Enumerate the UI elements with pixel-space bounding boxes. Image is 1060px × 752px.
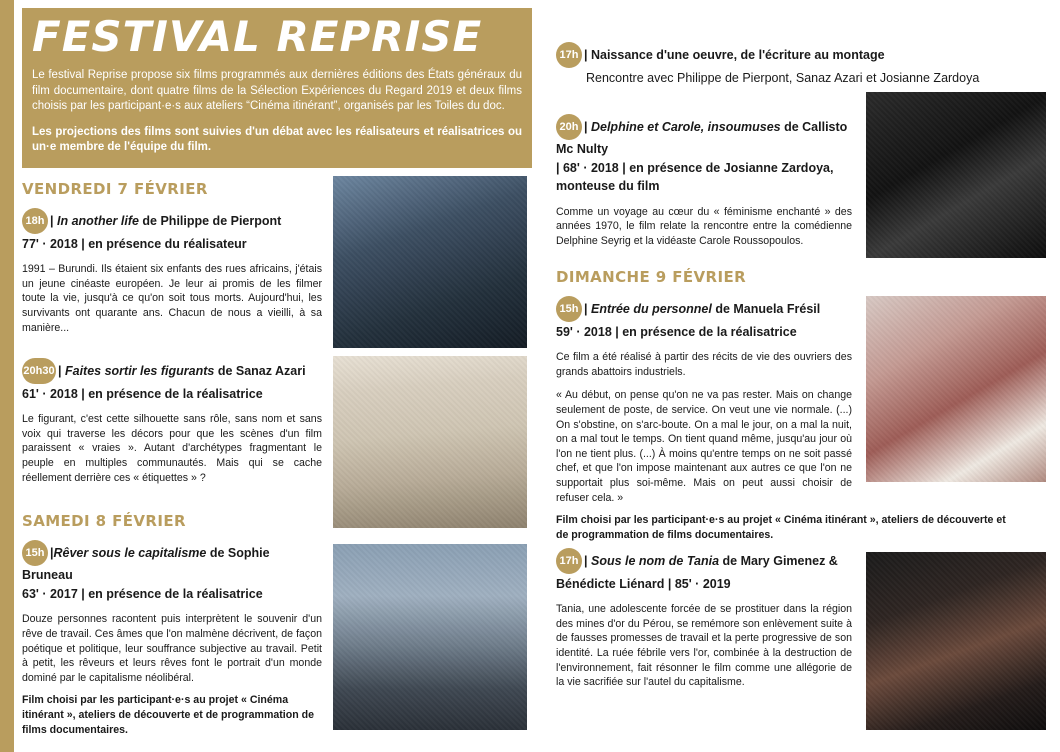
film-synopsis: Tania, une adolescente forcée de se prostituer dans la région des mines d'or du Pérou, se remémore son enlèvement suite à de fausses promesses de travail et la perte progressive de son identité. La ruée fébrile vers l'or, combinée à la destruction de l'environnement, fait résonner le film comme une allégorie de la vie sacrifiée sur l'autel du capitalisme.	[556, 603, 852, 689]
day-section-saturday	[22, 512, 322, 743]
film-meta: | 68' · 2018 | en présence de Josianne Zardoya, monteuse du film	[556, 161, 834, 194]
photo-sous-le-nom-de-tania	[866, 552, 1046, 730]
photo-in-another-life	[333, 176, 527, 348]
day-heading-sunday: DIMANCHE 9 FÉVRIER	[556, 268, 747, 286]
film-title-line: | Sous le nom de Tania de Mary Gimenez &	[584, 553, 838, 568]
film-meta: 61' · 2018 | en présence de la réalisatrice	[22, 387, 263, 401]
film-synopsis: Douze personnes racontent puis interprètent le souvenir d'un rêve de travail. Ces âmes que l'on malmène décrivent, de façon poétique et politique, leur souffrance subjective au travail. Petit à petit, les rêveurs et leurs rêves font le portrait d'un monde dominé par le capitalisme néolibéral.	[22, 613, 322, 684]
time-badge: 17h	[556, 42, 582, 68]
left-accent-bar	[0, 0, 14, 752]
film-entry-naissance-oeuvre	[556, 42, 996, 87]
day-section-friday	[22, 180, 322, 341]
film-title-line: | In another life de Philippe de Pierpont	[50, 213, 282, 228]
film-entry-rever-sous-le-capitalisme	[22, 540, 322, 737]
film-meta: 63' · 2017 | en présence de la réalisatrice	[22, 587, 263, 602]
page-title: FESTIVAL REPRISE	[32, 12, 483, 61]
film-entry-entree-du-personnel	[556, 296, 852, 505]
film-title-line: | Naissance d'une oeuvre, de l'écriture au montage	[584, 47, 885, 62]
film-meta: 59' · 2018 | en présence de la réalisatrice	[556, 325, 797, 339]
film-synopsis: Ce film a été réalisé à partir des récits de vie des ouvriers des grands abattoirs industriels.	[556, 351, 852, 378]
film-meta: 77' · 2018 | en présence du réalisateur	[22, 237, 247, 251]
day-section-sunday	[556, 268, 852, 511]
film-entry-in-another-life	[22, 208, 322, 335]
film-title-line: |Rêver sous le capitalisme de Sophie Bruneau	[22, 545, 270, 582]
film-entry-sous-le-nom-de-tania	[556, 548, 852, 690]
photo-entree-du-personnel	[866, 296, 1046, 482]
photo-rever-sous-le-capitalisme	[333, 544, 527, 730]
film-synopsis: Comme un voyage au cœur du « féminisme enchanté » des années 1970, le film relate la rencontre entre la comédienne Delphine Seyrig et la vidéaste Carole Roussopoulos.	[556, 205, 852, 247]
intro-paragraph-bold: Les projections des films sont suivies d'un débat avec les réalisateurs et réalisatrices ou un·e membre de l'équipe du film.	[32, 125, 522, 154]
time-badge: 15h	[22, 540, 48, 566]
day-heading-friday: VENDREDI 7 FÉVRIER	[22, 180, 208, 198]
film-entry-faites-sortir	[22, 358, 322, 485]
header-block	[22, 8, 532, 168]
time-badge: 17h	[556, 548, 582, 574]
day-heading-saturday: SAMEDI 8 FÉVRIER	[22, 512, 186, 530]
film-note: Film choisi par les participant·e·s au projet « Cinéma itinérant », ateliers de découverte et de programmation de films documentaires.	[22, 694, 315, 736]
intro-paragraph: Le festival Reprise propose six films programmés aux dernières éditions des États généraux du film documentaire, dont quatre films de la Sélection Expériences du Regard 2019 et deux films choisis par les participant·e·s aux ateliers “Cinéma itinérant”, organisés par les Toiles du doc.	[32, 69, 522, 113]
time-badge: 18h	[22, 208, 48, 234]
film-title-line: | Entrée du personnel de Manuela Frésil	[584, 301, 821, 316]
film-meta: Rencontre avec Philippe de Pierpont, Sanaz Azari et Josianne Zardoya	[586, 71, 980, 85]
film-meta: Bénédicte Liénard | 85' · 2019	[556, 577, 731, 591]
film-synopsis: Le figurant, c'est cette silhouette sans rôle, sans nom et sans voix qui traverse les décors pour que les scènes d'un film paraissent « vraies ». Autant d'archétypes fragmentant le peuple en multiples communautés. Mais qui se cache réellement derrière ces « étiquettes » ?	[22, 413, 322, 484]
film-entry-delphine-et-carole	[556, 114, 852, 248]
time-badge: 20h30	[22, 358, 56, 384]
film-note: Film choisi par les participant·e·s au projet « Cinéma itinérant », ateliers de découverte et de programmation de films documentaires.	[556, 514, 1006, 541]
time-badge: 20h	[556, 114, 582, 140]
film-title-line: | Delphine et Carole, insoumuses de Callisto Mc Nulty	[556, 119, 848, 156]
film-title-line: | Faites sortir les figurants de Sanaz Azari	[58, 363, 306, 378]
film-synopsis-quote: « Au début, on pense qu'on ne va pas rester. Mais on change seulement de poste, de service. On veut une vie normale. (...) On s'obstine, on s'arc-boute. On a mal le jour, on a mal la nuit, on a mal tout le temps. On tient quand même, jusqu'au jour où l'on ne tient plus. (...) À moins qu'entre temps on ne soit passé chef, et que l'on impose maintenant aux autres ce que l'on ne supportait plus soi-même. Mais on peut aussi choisir de refuser cela. »	[556, 389, 852, 504]
time-badge: 15h	[556, 296, 582, 322]
film-synopsis: 1991 – Burundi. Ils étaient six enfants des rues africains, j'étais un jeune cinéaste européen. Je leur ai promis de les filmer toute la vie, jusqu'à ce qu'on soit tous morts. Aujourd'hui, les survivants ont quarante ans. Chacun de nous a vieilli, à sa manière...	[22, 263, 322, 334]
photo-delphine-et-carole	[866, 92, 1046, 258]
photo-faites-sortir-les-figurants	[333, 356, 527, 528]
